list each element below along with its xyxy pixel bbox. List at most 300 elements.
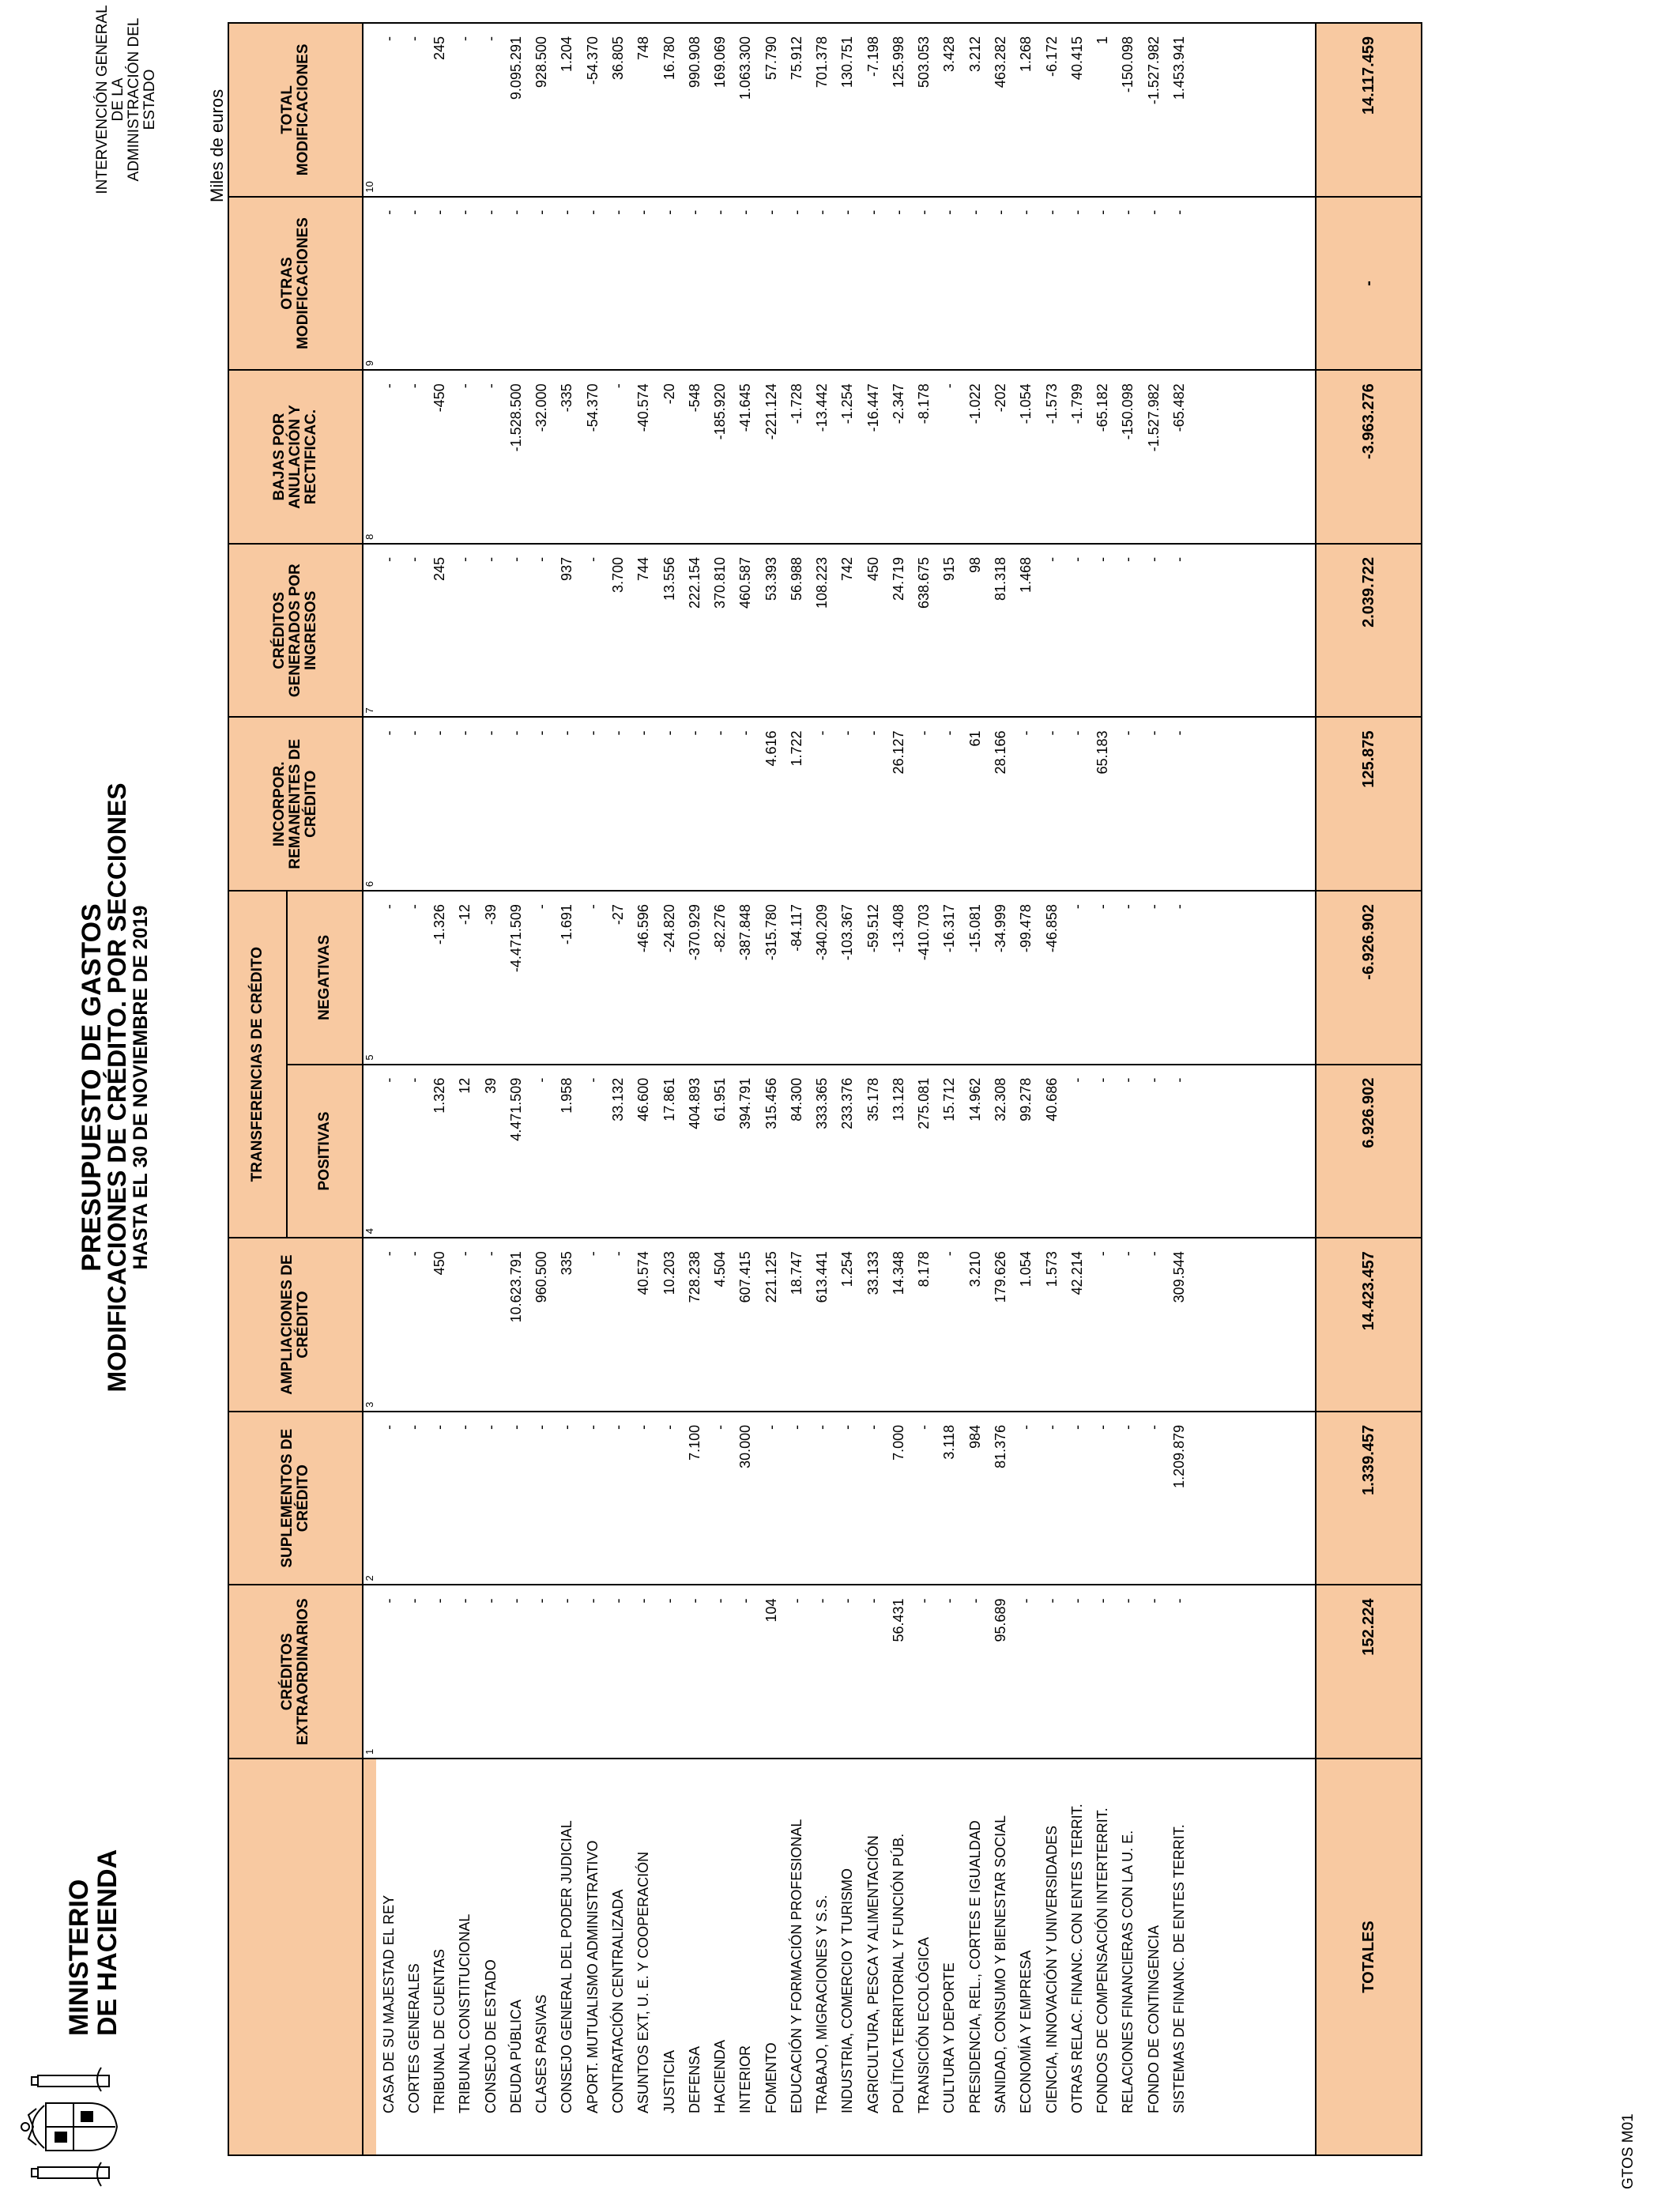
value-cell: - bbox=[1014, 1412, 1039, 1585]
total-cell: 125.875 bbox=[1316, 717, 1422, 891]
section-name: JUSTICIA bbox=[657, 1759, 682, 2155]
value-cell: - bbox=[937, 370, 962, 544]
value-cell: - bbox=[1166, 1585, 1192, 1759]
value-cell: - bbox=[1166, 891, 1192, 1065]
value-cell: - bbox=[631, 1585, 657, 1759]
value-cell: - bbox=[912, 717, 937, 891]
value-cell: 56.988 bbox=[784, 544, 809, 718]
value-cell: - bbox=[657, 717, 682, 891]
header-total-modifications: TOTAL MODIFICACIONES bbox=[228, 23, 363, 197]
value-cell: -1.691 bbox=[555, 891, 580, 1065]
value-cell: 3.210 bbox=[962, 1238, 988, 1412]
section-name: CONSEJO GENERAL DEL PODER JUDICIAL bbox=[555, 1759, 580, 2155]
table-row bbox=[478, 23, 503, 2155]
value-cell: - bbox=[376, 23, 401, 197]
value-cell: - bbox=[529, 717, 555, 891]
value-cell: 10.203 bbox=[657, 1238, 682, 1412]
value-cell: - bbox=[937, 1238, 962, 1412]
value-cell: 450 bbox=[861, 544, 886, 718]
value-cell: - bbox=[376, 544, 401, 718]
header-section-blank bbox=[228, 1759, 363, 2155]
value-cell: -41.645 bbox=[733, 370, 759, 544]
value-cell: - bbox=[912, 1412, 937, 1585]
value-cell: - bbox=[376, 1065, 401, 1238]
table-row bbox=[682, 23, 707, 2155]
value-cell: 1 bbox=[1090, 23, 1115, 197]
value-cell: 503.053 bbox=[912, 23, 937, 197]
value-cell: - bbox=[861, 717, 886, 891]
value-cell: -7.198 bbox=[861, 23, 886, 197]
value-cell: 61 bbox=[962, 717, 988, 891]
value-cell: 65.183 bbox=[1090, 717, 1115, 891]
value-cell: - bbox=[962, 197, 988, 371]
total-cell: 2.039.722 bbox=[1316, 544, 1422, 718]
value-cell: -1.573 bbox=[1039, 370, 1064, 544]
issuing-agency bbox=[95, 0, 158, 202]
value-cell: 333.365 bbox=[810, 1065, 835, 1238]
value-cell: 24.719 bbox=[886, 544, 911, 718]
value-cell: - bbox=[733, 197, 759, 371]
value-cell: 245 bbox=[428, 544, 453, 718]
value-cell: 81.376 bbox=[988, 1412, 1013, 1585]
value-cell: 125.998 bbox=[886, 23, 911, 197]
value-cell: -13.442 bbox=[810, 370, 835, 544]
value-cell: - bbox=[376, 1412, 401, 1585]
spacer-cell bbox=[1192, 370, 1317, 544]
value-cell: 3.700 bbox=[605, 544, 631, 718]
table-row bbox=[453, 23, 478, 2155]
value-cell: 463.282 bbox=[988, 23, 1013, 197]
section-name: ASUNTOS EXT, U. E. Y COOPERACIÓN bbox=[631, 1759, 657, 2155]
value-cell: - bbox=[1166, 544, 1192, 718]
value-cell: - bbox=[1116, 544, 1141, 718]
table-row bbox=[503, 23, 529, 2155]
value-cell: 95.689 bbox=[988, 1585, 1013, 1759]
value-cell: 18.747 bbox=[784, 1238, 809, 1412]
column-number: 10 bbox=[363, 23, 376, 197]
table-row bbox=[912, 23, 937, 2155]
column-number: 1 bbox=[363, 1585, 376, 1759]
value-cell: 275.081 bbox=[912, 1065, 937, 1238]
value-cell: - bbox=[759, 1412, 784, 1585]
section-name: CONTRATACIÓN CENTRALIZADA bbox=[605, 1759, 631, 2155]
value-cell: 14.962 bbox=[962, 1065, 988, 1238]
value-cell: -34.999 bbox=[988, 891, 1013, 1065]
value-cell: 8.178 bbox=[912, 1238, 937, 1412]
value-cell: - bbox=[605, 1412, 631, 1585]
value-cell: 75.912 bbox=[784, 23, 809, 197]
value-cell: 40.574 bbox=[631, 1238, 657, 1412]
ministry-name bbox=[65, 1849, 122, 2036]
value-cell: - bbox=[1141, 197, 1166, 371]
value-cell: - bbox=[1090, 1238, 1115, 1412]
header-credit-supplements: SUPLEMENTOS DE CRÉDITO bbox=[228, 1412, 363, 1585]
value-cell: 130.751 bbox=[835, 23, 861, 197]
value-cell: -40.574 bbox=[631, 370, 657, 544]
value-cell: -32.000 bbox=[529, 370, 555, 544]
value-cell: -27 bbox=[605, 891, 631, 1065]
value-cell: - bbox=[1014, 1585, 1039, 1759]
value-cell: - bbox=[605, 197, 631, 371]
value-cell: - bbox=[555, 197, 580, 371]
column-number-blank bbox=[363, 1759, 376, 2155]
value-cell: - bbox=[401, 717, 427, 891]
header-other-modifications: OTRAS MODIFICACIONES bbox=[228, 197, 363, 371]
value-cell: - bbox=[401, 197, 427, 371]
value-cell: - bbox=[1116, 1585, 1141, 1759]
value-cell: - bbox=[1064, 1412, 1090, 1585]
value-cell: -150.098 bbox=[1116, 23, 1141, 197]
value-cell: - bbox=[1090, 891, 1115, 1065]
value-cell: - bbox=[529, 891, 555, 1065]
value-cell: - bbox=[580, 197, 605, 371]
section-name: INTERIOR bbox=[733, 1759, 759, 2155]
units-label: Miles de euros bbox=[207, 89, 227, 202]
value-cell: - bbox=[478, 370, 503, 544]
section-name: DEFENSA bbox=[682, 1759, 707, 2155]
value-cell: 4.504 bbox=[707, 1238, 733, 1412]
value-cell: - bbox=[784, 1412, 809, 1585]
table-row bbox=[1090, 23, 1115, 2155]
value-cell: -548 bbox=[682, 370, 707, 544]
value-cell: - bbox=[580, 891, 605, 1065]
value-cell: - bbox=[453, 1238, 478, 1412]
totals-label: TOTALES bbox=[1316, 1759, 1422, 2155]
section-name: HACIENDA bbox=[707, 1759, 733, 2155]
value-cell: -6.172 bbox=[1039, 23, 1064, 197]
value-cell: - bbox=[478, 544, 503, 718]
value-cell: -4.471.509 bbox=[503, 891, 529, 1065]
value-cell: 742 bbox=[835, 544, 861, 718]
total-cell: 14.117.459 bbox=[1316, 23, 1422, 197]
value-cell: -15.081 bbox=[962, 891, 988, 1065]
value-cell: 638.675 bbox=[912, 544, 937, 718]
value-cell: - bbox=[1039, 1412, 1064, 1585]
value-cell: - bbox=[682, 717, 707, 891]
value-cell: -1.254 bbox=[835, 370, 861, 544]
agency-line1: INTERVENCIÓN GENERAL DE LA bbox=[94, 5, 126, 194]
value-cell: - bbox=[376, 1238, 401, 1412]
table-row bbox=[401, 23, 427, 2155]
value-cell: - bbox=[1141, 1412, 1166, 1585]
section-name: SANIDAD, CONSUMO Y BIENESTAR SOCIAL bbox=[988, 1759, 1013, 2155]
section-name: SISTEMAS DE FINANC. DE ENTES TERRIT. bbox=[1166, 1759, 1192, 2155]
value-cell: 928.500 bbox=[529, 23, 555, 197]
totals-row bbox=[1316, 23, 1422, 2155]
value-cell: 701.378 bbox=[810, 23, 835, 197]
value-cell: - bbox=[1090, 544, 1115, 718]
value-cell: - bbox=[478, 1412, 503, 1585]
value-cell: 56.431 bbox=[886, 1585, 911, 1759]
value-cell: 1.958 bbox=[555, 1065, 580, 1238]
value-cell: - bbox=[1116, 717, 1141, 891]
value-cell: - bbox=[1141, 717, 1166, 891]
table-row bbox=[1039, 23, 1064, 2155]
value-cell: 14.348 bbox=[886, 1238, 911, 1412]
section-name: RELACIONES FINANCIERAS CON LA U. E. bbox=[1116, 1759, 1141, 2155]
value-cell: 40.415 bbox=[1064, 23, 1090, 197]
section-name: POLÍTICA TERRITORIAL Y FUNCIÓN PÚB. bbox=[886, 1759, 911, 2155]
table-row bbox=[886, 23, 911, 2155]
value-cell: - bbox=[1090, 197, 1115, 371]
value-cell: 10.623.791 bbox=[503, 1238, 529, 1412]
value-cell: 4.471.509 bbox=[503, 1065, 529, 1238]
value-cell: 99.278 bbox=[1014, 1065, 1039, 1238]
value-cell: - bbox=[555, 1585, 580, 1759]
value-cell: - bbox=[503, 717, 529, 891]
table-row bbox=[1141, 23, 1166, 2155]
spacer-cell bbox=[1192, 544, 1317, 718]
table-row bbox=[759, 23, 784, 2155]
form-code: GTOS M01 bbox=[1620, 2113, 1637, 2189]
header-transfers-negative: NEGATIVAS bbox=[287, 891, 363, 1065]
value-cell: - bbox=[1064, 197, 1090, 371]
value-cell: -54.370 bbox=[580, 23, 605, 197]
value-cell: - bbox=[529, 197, 555, 371]
header-generated-credits: CRÉDITOS GENERADOS POR INGRESOS bbox=[228, 544, 363, 718]
value-cell: - bbox=[861, 197, 886, 371]
value-cell: - bbox=[428, 1585, 453, 1759]
value-cell: -46.596 bbox=[631, 891, 657, 1065]
value-cell: - bbox=[1014, 197, 1039, 371]
value-cell: - bbox=[580, 1585, 605, 1759]
value-cell: 36.805 bbox=[605, 23, 631, 197]
value-cell: 17.861 bbox=[657, 1065, 682, 1238]
table-row bbox=[835, 23, 861, 2155]
value-cell: 13.128 bbox=[886, 1065, 911, 1238]
value-cell: -1.728 bbox=[784, 370, 809, 544]
value-cell: -54.370 bbox=[580, 370, 605, 544]
value-cell: 9.095.291 bbox=[503, 23, 529, 197]
value-cell: -24.820 bbox=[657, 891, 682, 1065]
value-cell: - bbox=[707, 717, 733, 891]
spacer-cell bbox=[1192, 23, 1317, 197]
value-cell: 937 bbox=[555, 544, 580, 718]
value-cell: -12 bbox=[453, 891, 478, 1065]
table-row bbox=[861, 23, 886, 2155]
value-cell: 98 bbox=[962, 544, 988, 718]
value-cell: 13.556 bbox=[657, 544, 682, 718]
value-cell: - bbox=[937, 1585, 962, 1759]
spacer-cell bbox=[1192, 1412, 1317, 1585]
value-cell: - bbox=[810, 197, 835, 371]
value-cell: 39 bbox=[478, 1065, 503, 1238]
value-cell: 179.626 bbox=[988, 1238, 1013, 1412]
value-cell: - bbox=[937, 197, 962, 371]
value-cell: - bbox=[1090, 1585, 1115, 1759]
value-cell: - bbox=[1039, 717, 1064, 891]
value-cell: 245 bbox=[428, 23, 453, 197]
value-cell: 15.712 bbox=[937, 1065, 962, 1238]
value-cell: - bbox=[1166, 1065, 1192, 1238]
value-cell: - bbox=[1064, 891, 1090, 1065]
section-name: TRIBUNAL DE CUENTAS bbox=[428, 1759, 453, 2155]
value-cell: - bbox=[555, 1412, 580, 1585]
value-cell: -1.326 bbox=[428, 891, 453, 1065]
section-name: AGRICULTURA, PESCA Y ALIMENTACIÓN bbox=[861, 1759, 886, 2155]
table-body bbox=[376, 23, 1316, 2155]
value-cell: 728.238 bbox=[682, 1238, 707, 1412]
value-cell: 1.268 bbox=[1014, 23, 1039, 197]
section-name: DEUDA PÚBLICA bbox=[503, 1759, 529, 2155]
value-cell: -1.527.982 bbox=[1141, 23, 1166, 197]
value-cell: -410.703 bbox=[912, 891, 937, 1065]
total-cell: 1.339.457 bbox=[1316, 1412, 1422, 1585]
section-name: ECONOMÍA Y EMPRESA bbox=[1014, 1759, 1039, 2155]
spacer-cell bbox=[1192, 1585, 1317, 1759]
value-cell: - bbox=[1116, 1412, 1141, 1585]
total-cell: -3.963.276 bbox=[1316, 370, 1422, 544]
value-cell: -387.848 bbox=[733, 891, 759, 1065]
value-cell: - bbox=[1090, 1412, 1115, 1585]
total-cell: 14.423.457 bbox=[1316, 1238, 1422, 1412]
value-cell: 915 bbox=[937, 544, 962, 718]
value-cell: 222.154 bbox=[682, 544, 707, 718]
value-cell: - bbox=[657, 1585, 682, 1759]
value-cell: 84.300 bbox=[784, 1065, 809, 1238]
value-cell: - bbox=[912, 1585, 937, 1759]
value-cell: - bbox=[784, 197, 809, 371]
table-row bbox=[937, 23, 962, 2155]
value-cell: - bbox=[580, 1065, 605, 1238]
table-row bbox=[529, 23, 555, 2155]
value-cell: - bbox=[784, 1585, 809, 1759]
value-cell: - bbox=[810, 1412, 835, 1585]
value-cell: - bbox=[682, 1585, 707, 1759]
value-cell: - bbox=[478, 1238, 503, 1412]
value-cell: 7.100 bbox=[682, 1412, 707, 1585]
value-cell: - bbox=[861, 1412, 886, 1585]
value-cell: - bbox=[478, 23, 503, 197]
value-cell: 169.069 bbox=[707, 23, 733, 197]
value-cell: - bbox=[1116, 1238, 1141, 1412]
value-cell: - bbox=[1039, 1585, 1064, 1759]
section-name: FONDO DE CONTINGENCIA bbox=[1141, 1759, 1166, 2155]
value-cell: - bbox=[1064, 544, 1090, 718]
value-cell: -46.858 bbox=[1039, 891, 1064, 1065]
table-row bbox=[605, 23, 631, 2155]
total-cell: 152.224 bbox=[1316, 1585, 1422, 1759]
value-cell: -450 bbox=[428, 370, 453, 544]
section-name: CASA DE SU MAJESTAD EL REY bbox=[376, 1759, 401, 2155]
section-name: FONDOS DE COMPENSACIÓN INTERTERRIT. bbox=[1090, 1759, 1115, 2155]
value-cell: 26.127 bbox=[886, 717, 911, 891]
modifications-table bbox=[228, 22, 1422, 2156]
value-cell: 984 bbox=[962, 1412, 988, 1585]
value-cell: 1.722 bbox=[784, 717, 809, 891]
section-name: OTRAS RELAC. FINANC. CON ENTES TERRIT. bbox=[1064, 1759, 1090, 2155]
value-cell: -13.408 bbox=[886, 891, 911, 1065]
value-cell: - bbox=[428, 717, 453, 891]
value-cell: - bbox=[580, 544, 605, 718]
section-name: FOMENTO bbox=[759, 1759, 784, 2155]
value-cell: 394.791 bbox=[733, 1065, 759, 1238]
total-cell: 6.926.902 bbox=[1316, 1065, 1422, 1238]
value-cell: -335 bbox=[555, 370, 580, 544]
value-cell: - bbox=[810, 1585, 835, 1759]
value-cell: 613.441 bbox=[810, 1238, 835, 1412]
value-cell: - bbox=[835, 1585, 861, 1759]
table-row bbox=[988, 23, 1013, 2155]
value-cell: -202 bbox=[988, 370, 1013, 544]
value-cell: 1.254 bbox=[835, 1238, 861, 1412]
value-cell: -340.209 bbox=[810, 891, 835, 1065]
value-cell: - bbox=[657, 197, 682, 371]
table-row bbox=[428, 23, 453, 2155]
coat-of-arms-logo bbox=[14, 2060, 125, 2194]
table-spacer-row bbox=[1192, 23, 1317, 2155]
spacer-cell bbox=[1192, 197, 1317, 371]
column-number: 9 bbox=[363, 197, 376, 371]
value-cell: -1.054 bbox=[1014, 370, 1039, 544]
column-number: 7 bbox=[363, 544, 376, 718]
value-cell: 33.132 bbox=[605, 1065, 631, 1238]
value-cell: 42.214 bbox=[1064, 1238, 1090, 1412]
value-cell: 450 bbox=[428, 1238, 453, 1412]
table-row bbox=[784, 23, 809, 2155]
value-cell: - bbox=[1116, 1065, 1141, 1238]
value-cell: -1.528.500 bbox=[503, 370, 529, 544]
value-cell: - bbox=[1166, 717, 1192, 891]
value-cell: - bbox=[835, 717, 861, 891]
value-cell: 744 bbox=[631, 544, 657, 718]
value-cell: - bbox=[1039, 544, 1064, 718]
value-cell: 28.166 bbox=[988, 717, 1013, 891]
value-cell: - bbox=[1141, 1065, 1166, 1238]
value-cell: -39 bbox=[478, 891, 503, 1065]
header-remainders: INCORPOR. REMANENTES DE CRÉDITO bbox=[228, 717, 363, 891]
value-cell: - bbox=[631, 717, 657, 891]
section-name: INDUSTRIA, COMERCIO Y TURISMO bbox=[835, 1759, 861, 2155]
table-row bbox=[1116, 23, 1141, 2155]
value-cell: - bbox=[1014, 717, 1039, 891]
value-cell: -315.780 bbox=[759, 891, 784, 1065]
value-cell: 81.318 bbox=[988, 544, 1013, 718]
value-cell: -185.920 bbox=[707, 370, 733, 544]
value-cell: - bbox=[529, 1585, 555, 1759]
section-name: CONSEJO DE ESTADO bbox=[478, 1759, 503, 2155]
value-cell: - bbox=[453, 370, 478, 544]
value-cell: 57.790 bbox=[759, 23, 784, 197]
value-cell: -8.178 bbox=[912, 370, 937, 544]
value-cell: - bbox=[401, 1585, 427, 1759]
value-cell: - bbox=[529, 1412, 555, 1585]
value-cell: 1.326 bbox=[428, 1065, 453, 1238]
value-cell: - bbox=[835, 197, 861, 371]
value-cell: - bbox=[1141, 544, 1166, 718]
value-cell: 35.178 bbox=[861, 1065, 886, 1238]
value-cell: - bbox=[376, 1585, 401, 1759]
value-cell: -16.447 bbox=[861, 370, 886, 544]
value-cell: 1.573 bbox=[1039, 1238, 1064, 1412]
spacer-cell bbox=[1192, 1065, 1317, 1238]
table-row bbox=[733, 23, 759, 2155]
header-transfers-positive: POSITIVAS bbox=[287, 1065, 363, 1238]
value-cell: - bbox=[529, 1065, 555, 1238]
value-cell: - bbox=[605, 370, 631, 544]
value-cell: - bbox=[453, 544, 478, 718]
value-cell: - bbox=[605, 1238, 631, 1412]
value-cell: 1.054 bbox=[1014, 1238, 1039, 1412]
value-cell: - bbox=[401, 544, 427, 718]
value-cell: 315.456 bbox=[759, 1065, 784, 1238]
value-cell: 990.908 bbox=[682, 23, 707, 197]
title-line1: PRESUPUESTO DE GASTOS bbox=[77, 903, 107, 1272]
value-cell: - bbox=[453, 717, 478, 891]
value-cell: - bbox=[376, 370, 401, 544]
value-cell: 335 bbox=[555, 1238, 580, 1412]
value-cell: - bbox=[580, 1412, 605, 1585]
